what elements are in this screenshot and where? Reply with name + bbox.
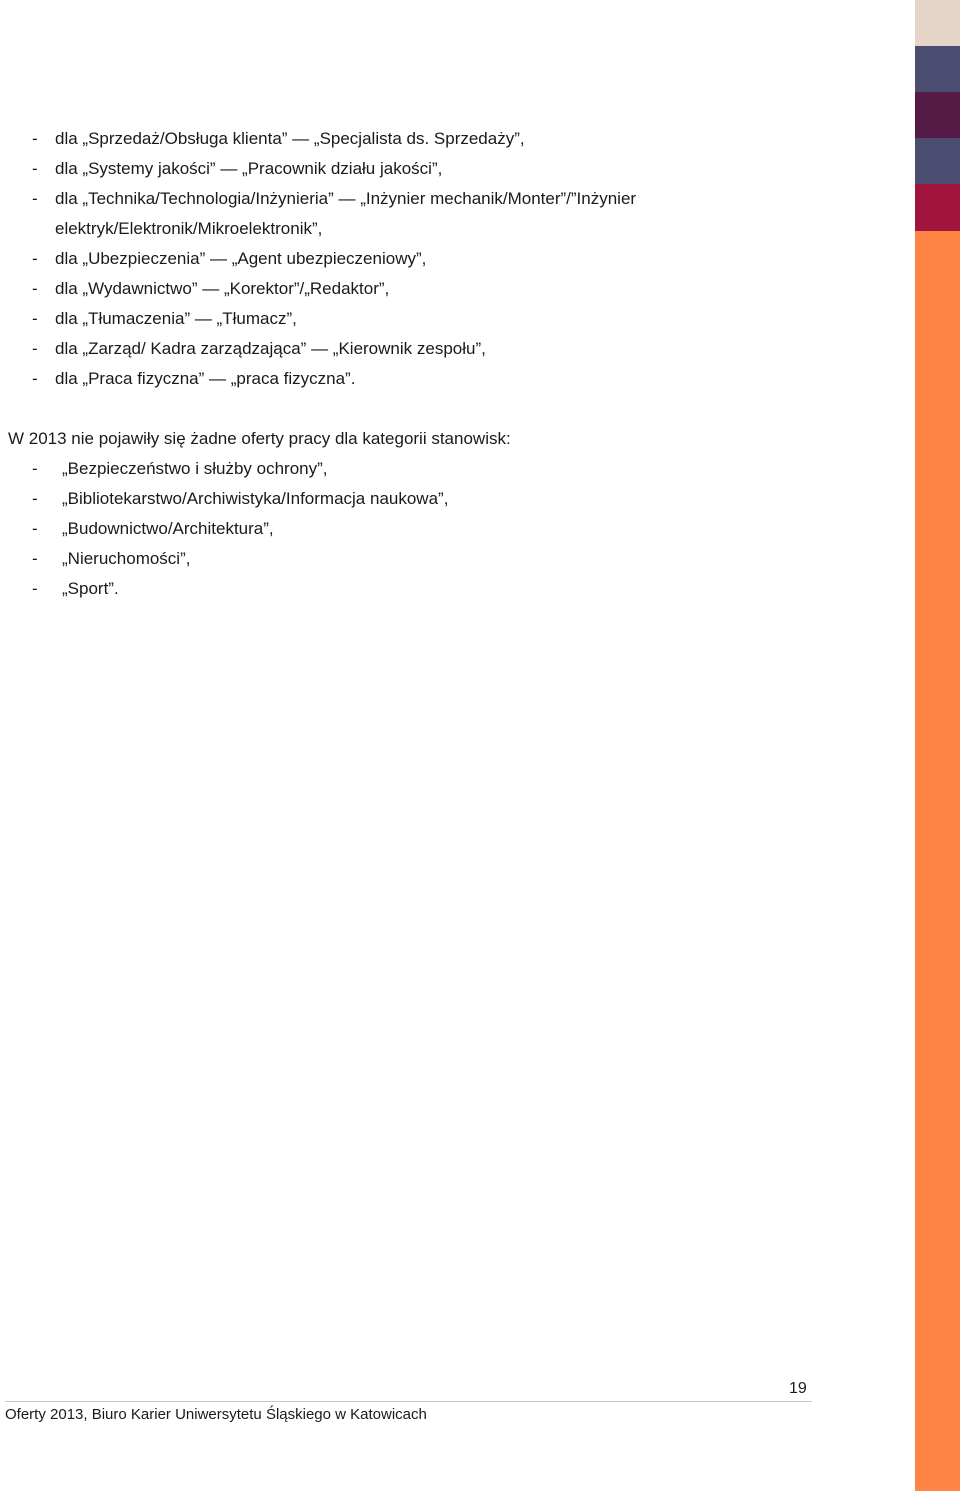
list-item-text: dla „Ubezpieczenia” — „Agent ubezpieczeniowy”,	[55, 249, 427, 268]
list-item	[0, 184, 636, 214]
sidebar-band-slate	[915, 46, 960, 92]
list-item	[0, 484, 448, 514]
category-list-without-offers	[0, 454, 448, 604]
footer-divider	[5, 1401, 812, 1402]
list-item-continuation	[0, 214, 636, 244]
list-dash: -	[32, 549, 38, 568]
list-dash: -	[32, 489, 38, 508]
list-item-text: dla „Praca fizyczna” — „praca fizyczna”.	[55, 369, 356, 388]
list-item	[0, 574, 448, 604]
list-item	[0, 364, 636, 394]
list-item	[0, 454, 448, 484]
list-item	[0, 544, 448, 574]
page-number: 19	[789, 1380, 807, 1397]
list-item-text: „Sport”.	[62, 579, 119, 598]
category-list-with-offers	[0, 124, 636, 394]
list-item	[0, 334, 636, 364]
sidebar-band-crimson	[915, 184, 960, 231]
list-dash: -	[32, 369, 38, 388]
list-item-text: dla „Zarząd/ Kadra zarządzająca” — „Kierownik zespołu”,	[55, 339, 486, 358]
list-dash: -	[32, 129, 38, 148]
list-dash: -	[32, 339, 38, 358]
list-item-text: „Bezpieczeństwo i służby ochrony”,	[62, 459, 328, 478]
sidebar-band-beige	[915, 0, 960, 46]
list-dash: -	[32, 519, 38, 538]
sidebar-band-plum	[915, 92, 960, 138]
list-item	[0, 514, 448, 544]
list-item-text: dla „Technika/Technologia/Inżynieria” — „Inżynier mechanik/Monter”/”Inżynier	[55, 189, 637, 208]
list-item	[0, 154, 636, 184]
list-item	[0, 274, 636, 304]
decorative-sidebar	[915, 0, 960, 1491]
list-dash: -	[32, 279, 38, 298]
list-dash: -	[32, 579, 38, 598]
list-dash: -	[32, 309, 38, 328]
list-item-text: dla „Wydawnictwo” — „Korektor”/„Redaktor”,	[55, 279, 390, 298]
footer-text: Oferty 2013, Biuro Karier Uniwersytetu Śląskiego w Katowicach	[5, 1406, 427, 1423]
list-item-text: dla „Tłumaczenia” — „Tłumacz”,	[55, 309, 297, 328]
no-offers-intro: W 2013 nie pojawiły się żadne oferty pracy dla kategorii stanowisk:	[8, 429, 511, 448]
list-dash: -	[32, 459, 38, 478]
list-dash: -	[32, 159, 38, 178]
list-item-text: dla „Sprzedaż/Obsługa klienta” — „Specjalista ds. Sprzedaży”,	[55, 129, 525, 148]
sidebar-band-orange	[915, 231, 960, 1491]
list-item-text: dla „Systemy jakości” — „Pracownik działu jakości”,	[55, 159, 443, 178]
list-dash: -	[32, 249, 38, 268]
list-item	[0, 244, 636, 274]
list-item	[0, 304, 636, 334]
sidebar-band-slate-2	[915, 138, 960, 184]
list-item-text: „Budownictwo/Architektura”,	[62, 519, 274, 538]
list-item	[0, 124, 636, 154]
list-item-text: „Bibliotekarstwo/Archiwistyka/Informacja naukowa”,	[62, 489, 449, 508]
list-dash: -	[32, 189, 38, 208]
list-item-text: „Nieruchomości”,	[62, 549, 191, 568]
list-item-text: elektryk/Elektronik/Mikroelektronik”,	[55, 219, 323, 238]
